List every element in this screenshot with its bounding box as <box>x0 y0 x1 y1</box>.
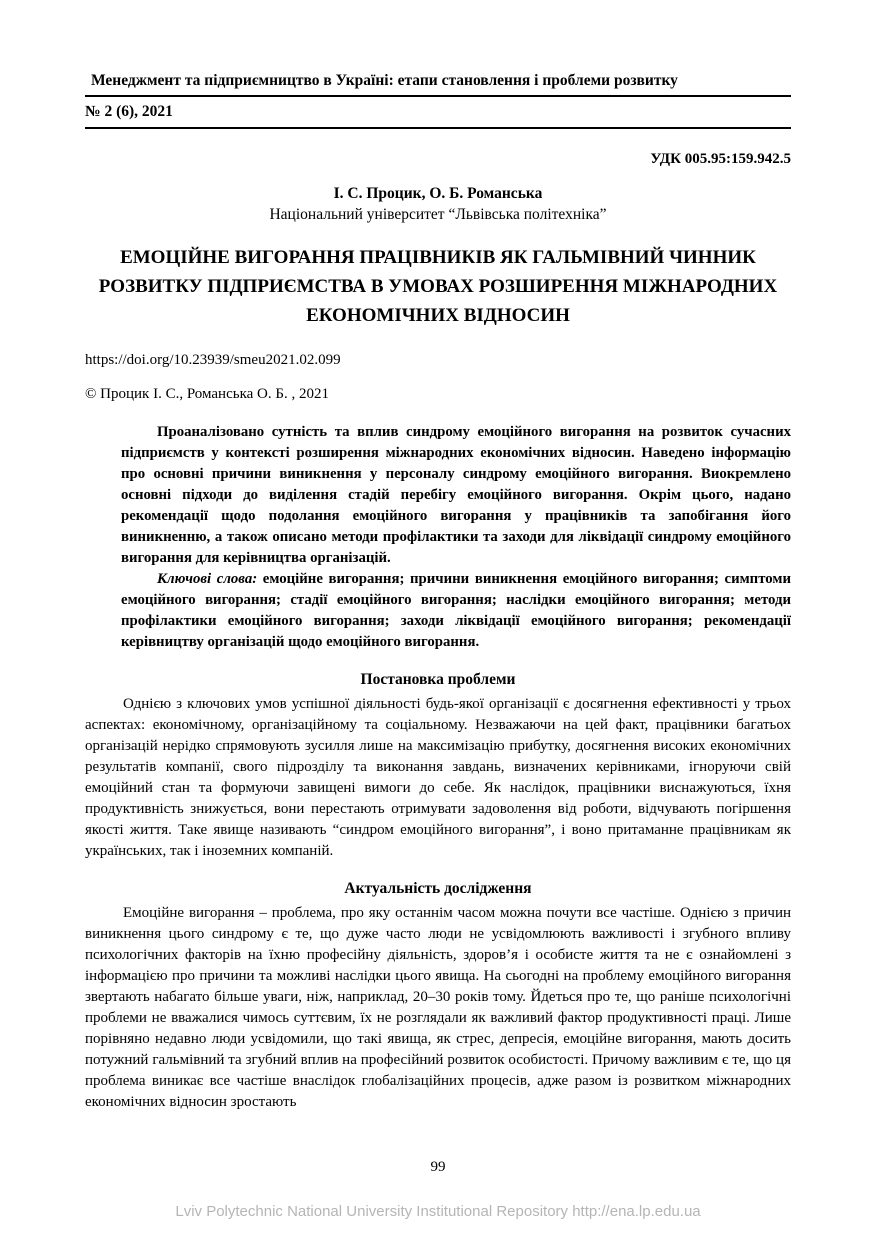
affiliation-line: Національний університет “Львівська політехніка” <box>269 206 607 223</box>
journal-header <box>85 70 791 129</box>
section-problem-statement <box>85 669 791 862</box>
section-heading-relevance: Актуальність дослідження <box>344 880 532 897</box>
section-relevance <box>85 878 791 1113</box>
journal-title: Менеджмент та підприємництво в Україні: етапи становлення і проблеми розвитку <box>85 70 791 97</box>
abstract-block <box>121 422 791 653</box>
section-paragraph-problem: Однією з ключових умов успішної діяльності будь-якої організації є досягнення ефективності у трьох аспектах: економічному, організаційному та соціальному. Незважаючи на цей факт, працівники багатьох організацій нерідко спрямовують зусилля лише на максимізацію прибутку, досягнення високих економічних результатів компанії, свого підрозділу та виконання завдань, визначених керівниками, ігноруючи свій емоційний стан та формуючи завищені вимоги до себе. Як наслідок, працівники виснажуються, їхня продуктивність знижується, вони перестають отримувати задоволення від роботи, відчувають погіршення якості життя. Таке явище називають “синдром емоційного вигорання”, і воно притаманне працівникам як українських, так і іноземних компаній. <box>85 696 791 859</box>
udc-code: УДК 005.95:159.942.5 <box>650 151 791 167</box>
abstract-text: Проаналізовано сутність та вплив синдрому емоційного вигорання на розвиток сучасних підприємств у контексті розширення міжнародних економічних відносин. Наведено інформацію про основні причини виникнення у персоналу синдрому емоційного вигорання. Виокремлено основні підходи до виділення стадій перебігу емоційного вигорання. Окрім цього, надано рекомендації щодо подолання емоційного вигорання у працівників та запобігання його виникненню, а також описано методи профілактики та заходи для ліквідації синдрому емоційного вигорання для керівництва організацій. <box>121 424 791 566</box>
keywords-label: Ключові слова: <box>157 571 258 587</box>
page-number: 99 <box>430 1159 446 1175</box>
repository-footer: Lviv Polytechnic National University Institutional Repository http://ena.lp.edu.ua <box>175 1203 701 1220</box>
copyright-line: © Процик І. С., Романська О. Б. , 2021 <box>85 386 329 402</box>
journal-issue: № 2 (6), 2021 <box>85 97 791 129</box>
doi-line <box>85 350 791 370</box>
authors-line: І. С. Процик, О. Б. Романська <box>333 185 543 202</box>
article-title: ЕМОЦІЙНЕ ВИГОРАННЯ ПРАЦІВНИКІВ ЯК ГАЛЬМІВНИЙ ЧИННИК РОЗВИТКУ ПІДПРИЄМСТВА В УМОВАХ РОЗШИРЕННЯ МІЖНАРОДНИХ ЕКОНОМІЧНИХ ВІДНОСИН <box>98 247 778 326</box>
section-paragraph-relevance: Емоційне вигорання – проблема, про яку останнім часом можна почути все частіше. Однією з причин виникнення цього синдрому є те, що дуже часто люди не усвідомлюють важливості і згубного впливу психологічних факторів на їхню професійну діяльність, здоров’я і особисте життя та не є ознайомлені з інформацією про причини та можливі наслідки цього явища. На сьогодні на проблему емоційного вигорання звертають набагато більше уваги, ніж, наприклад, 20–30 років тому. Йдеться про те, що раніше психологічні проблеми не вважалися чимось суттєвим, їх не розглядали як важливий фактор продуктивності праці. Лише порівняно недавно люди усвідомили, що такі явища, як стрес, депресія, емоційне вигорання, мають досить потужний гальмівний та згубний вплив на професійний розвиток особистості. Причому важливим є те, що ця проблема виникає все частіше внаслідок глобалізаційних процесів, адже разом із розвитком міжнародних економічних відносин зростають <box>85 905 791 1110</box>
keywords-text: емоційне вигорання; причини виникнення емоційного вигорання; симптоми емоційного вигорання; стадії емоційного вигорання; наслідки емоційного вигорання; методи профілактики емоційного вигорання; заходи ліквідації емоційного вигорання; рекомендації керівництву організацій щодо емоційного вигорання. <box>121 571 792 650</box>
section-heading-problem: Постановка проблеми <box>360 671 516 688</box>
doi-link[interactable]: https://doi.org/10.23939/smeu2021.02.099 <box>85 352 341 368</box>
keywords-paragraph <box>121 569 791 653</box>
